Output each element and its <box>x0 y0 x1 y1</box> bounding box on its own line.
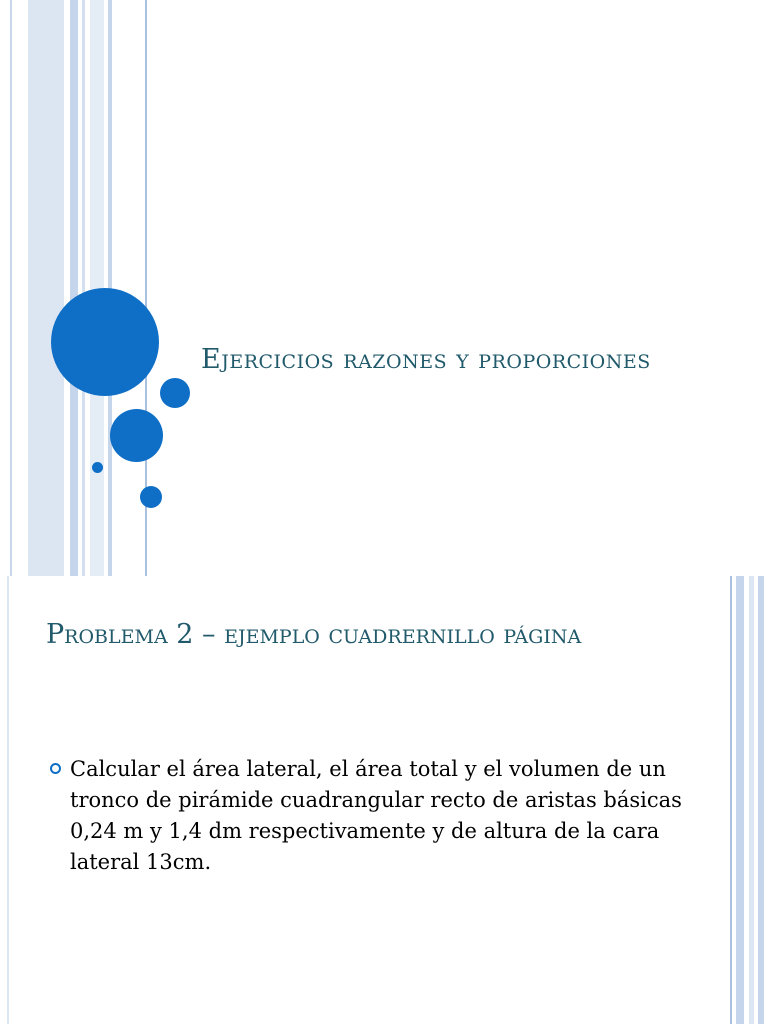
left-edge-line <box>7 576 9 1024</box>
slide-title: Ejercicios razones y proporciones <box>201 344 651 375</box>
large-circle-decoration <box>51 288 159 396</box>
list-item <box>46 754 706 878</box>
small-circle-decoration-2 <box>140 486 162 508</box>
small-circle-decoration <box>160 378 190 408</box>
decorative-stripes <box>728 576 768 1024</box>
content-slide <box>0 576 768 1024</box>
bullet-list <box>46 754 706 878</box>
decorative-stripes <box>0 0 150 576</box>
bullet-text: Calcular el área lateral, el área total y el volumen de un tronco de pirámide cuadrangular recto de aristas básicas 0,24 m y 1,4 dm respectivamente y de altura de la cara lateral 13cm. <box>70 757 682 874</box>
ring-bullet-icon <box>50 763 61 774</box>
medium-circle-decoration <box>110 409 163 462</box>
slide-title: Problema 2 – ejemplo cuadrernillo página <box>46 619 582 650</box>
tiny-circle-decoration <box>92 462 103 473</box>
